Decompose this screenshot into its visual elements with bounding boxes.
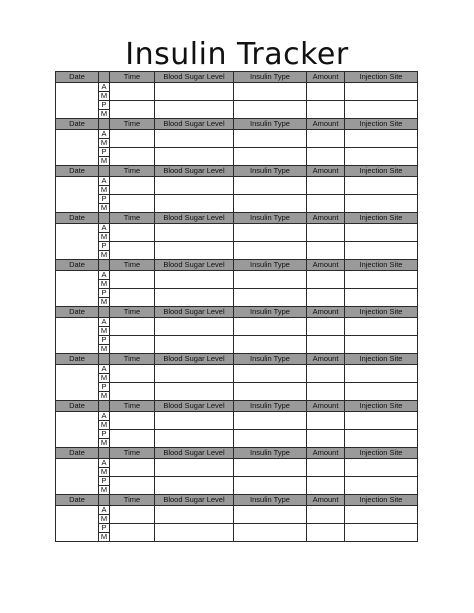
column-header-time: Time — [110, 72, 155, 83]
time-cell[interactable] — [110, 383, 155, 401]
column-header-amount: Amount — [307, 119, 345, 130]
entry-row — [56, 224, 418, 233]
header-row — [56, 448, 418, 459]
blood-sugar-cell[interactable] — [155, 430, 234, 448]
amount-cell[interactable] — [307, 506, 345, 524]
blood-sugar-cell[interactable] — [155, 101, 234, 119]
time-cell[interactable] — [110, 430, 155, 448]
period-letter: A — [99, 412, 110, 421]
insulin-type-cell[interactable] — [234, 383, 307, 401]
insulin-type-cell[interactable] — [234, 477, 307, 495]
insulin-type-cell[interactable] — [234, 336, 307, 354]
column-header-period — [99, 448, 110, 459]
column-header-blood-sugar: Blood Sugar Level — [155, 72, 234, 83]
column-header-date: Date — [56, 401, 99, 412]
insulin-type-cell[interactable] — [234, 412, 307, 430]
column-header-injection-site: Injection Site — [345, 260, 418, 271]
time-cell[interactable] — [110, 242, 155, 260]
blood-sugar-cell[interactable] — [155, 242, 234, 260]
insulin-type-cell[interactable] — [234, 459, 307, 477]
period-letter: A — [99, 459, 110, 468]
period-letter: P — [99, 524, 110, 533]
header-row — [56, 401, 418, 412]
insulin-type-cell[interactable] — [234, 101, 307, 119]
blood-sugar-cell[interactable] — [155, 177, 234, 195]
period-letter: M — [99, 515, 110, 524]
period-letter: P — [99, 336, 110, 345]
column-header-injection-site: Injection Site — [345, 401, 418, 412]
period-letter: P — [99, 101, 110, 110]
injection-site-cell[interactable] — [345, 477, 418, 495]
insulin-type-cell[interactable] — [234, 318, 307, 336]
column-header-injection-site: Injection Site — [345, 354, 418, 365]
period-letter: A — [99, 177, 110, 186]
column-header-time: Time — [110, 260, 155, 271]
column-header-date: Date — [56, 260, 99, 271]
column-header-amount: Amount — [307, 354, 345, 365]
time-cell[interactable] — [110, 318, 155, 336]
blood-sugar-cell[interactable] — [155, 318, 234, 336]
column-header-insulin-type: Insulin Type — [234, 354, 307, 365]
column-header-date: Date — [56, 72, 99, 83]
date-cell[interactable] — [56, 318, 99, 354]
entry-row — [56, 430, 418, 439]
column-header-blood-sugar: Blood Sugar Level — [155, 495, 234, 506]
column-header-injection-site: Injection Site — [345, 495, 418, 506]
column-header-insulin-type: Insulin Type — [234, 119, 307, 130]
injection-site-cell[interactable] — [345, 459, 418, 477]
page-title: Insulin Tracker — [125, 37, 349, 72]
period-letter: M — [99, 392, 110, 401]
period-letter: P — [99, 477, 110, 486]
insulin-type-cell[interactable] — [234, 524, 307, 542]
time-cell[interactable] — [110, 177, 155, 195]
period-letter: P — [99, 383, 110, 392]
date-cell[interactable] — [56, 365, 99, 401]
column-header-insulin-type: Insulin Type — [234, 213, 307, 224]
column-header-time: Time — [110, 119, 155, 130]
tracker-table — [55, 71, 418, 542]
column-header-blood-sugar: Blood Sugar Level — [155, 119, 234, 130]
column-header-time: Time — [110, 213, 155, 224]
injection-site-cell[interactable] — [345, 289, 418, 307]
blood-sugar-cell[interactable] — [155, 459, 234, 477]
column-header-date: Date — [56, 354, 99, 365]
blood-sugar-cell[interactable] — [155, 524, 234, 542]
time-cell[interactable] — [110, 524, 155, 542]
column-header-insulin-type: Insulin Type — [234, 260, 307, 271]
entry-row — [56, 177, 418, 186]
injection-site-cell[interactable] — [345, 83, 418, 101]
blood-sugar-cell[interactable] — [155, 130, 234, 148]
column-header-time: Time — [110, 166, 155, 177]
insulin-type-cell[interactable] — [234, 130, 307, 148]
amount-cell[interactable] — [307, 459, 345, 477]
date-cell[interactable] — [56, 130, 99, 166]
insulin-type-cell[interactable] — [234, 242, 307, 260]
injection-site-cell[interactable] — [345, 365, 418, 383]
column-header-insulin-type: Insulin Type — [234, 495, 307, 506]
insulin-type-cell[interactable] — [234, 148, 307, 166]
amount-cell[interactable] — [307, 477, 345, 495]
entry-row — [56, 83, 418, 92]
injection-site-cell[interactable] — [345, 430, 418, 448]
header-row — [56, 495, 418, 506]
header-row — [56, 213, 418, 224]
entry-row — [56, 459, 418, 468]
column-header-insulin-type: Insulin Type — [234, 166, 307, 177]
injection-site-cell[interactable] — [345, 148, 418, 166]
period-letter: A — [99, 271, 110, 280]
period-letter: A — [99, 130, 110, 139]
column-header-insulin-type: Insulin Type — [234, 448, 307, 459]
period-letter: M — [99, 345, 110, 354]
header-row — [56, 166, 418, 177]
blood-sugar-cell[interactable] — [155, 383, 234, 401]
injection-site-cell[interactable] — [345, 224, 418, 242]
period-letter: M — [99, 374, 110, 383]
period-letter: M — [99, 486, 110, 495]
column-header-blood-sugar: Blood Sugar Level — [155, 307, 234, 318]
insulin-type-cell[interactable] — [234, 506, 307, 524]
column-header-amount: Amount — [307, 260, 345, 271]
insulin-type-cell[interactable] — [234, 289, 307, 307]
time-cell[interactable] — [110, 101, 155, 119]
date-cell[interactable] — [56, 412, 99, 448]
period-letter: M — [99, 186, 110, 195]
injection-site-cell[interactable] — [345, 318, 418, 336]
column-header-insulin-type: Insulin Type — [234, 307, 307, 318]
injection-site-cell[interactable] — [345, 195, 418, 213]
column-header-blood-sugar: Blood Sugar Level — [155, 166, 234, 177]
column-header-date: Date — [56, 119, 99, 130]
entry-row — [56, 524, 418, 533]
amount-cell[interactable] — [307, 524, 345, 542]
amount-cell[interactable] — [307, 177, 345, 195]
header-row — [56, 119, 418, 130]
header-row — [56, 354, 418, 365]
injection-site-cell[interactable] — [345, 412, 418, 430]
time-cell[interactable] — [110, 224, 155, 242]
blood-sugar-cell[interactable] — [155, 412, 234, 430]
period-letter: A — [99, 318, 110, 327]
period-letter: M — [99, 110, 110, 119]
column-header-amount: Amount — [307, 307, 345, 318]
insulin-type-cell[interactable] — [234, 177, 307, 195]
column-header-blood-sugar: Blood Sugar Level — [155, 354, 234, 365]
header-row — [56, 307, 418, 318]
column-header-blood-sugar: Blood Sugar Level — [155, 260, 234, 271]
column-header-injection-site: Injection Site — [345, 72, 418, 83]
period-letter: A — [99, 506, 110, 515]
column-header-blood-sugar: Blood Sugar Level — [155, 448, 234, 459]
column-header-time: Time — [110, 307, 155, 318]
entry-row — [56, 477, 418, 486]
period-letter: P — [99, 430, 110, 439]
amount-cell[interactable] — [307, 242, 345, 260]
column-header-period — [99, 354, 110, 365]
amount-cell[interactable] — [307, 289, 345, 307]
blood-sugar-cell[interactable] — [155, 506, 234, 524]
time-cell[interactable] — [110, 477, 155, 495]
entry-row — [56, 242, 418, 251]
injection-site-cell[interactable] — [345, 177, 418, 195]
entry-row — [56, 130, 418, 139]
entry-row — [56, 101, 418, 110]
column-header-amount: Amount — [307, 495, 345, 506]
amount-cell[interactable] — [307, 195, 345, 213]
entry-row — [56, 383, 418, 392]
time-cell[interactable] — [110, 195, 155, 213]
column-header-period — [99, 307, 110, 318]
column-header-date: Date — [56, 166, 99, 177]
column-header-insulin-type: Insulin Type — [234, 72, 307, 83]
blood-sugar-cell[interactable] — [155, 271, 234, 289]
column-header-insulin-type: Insulin Type — [234, 401, 307, 412]
injection-site-cell[interactable] — [345, 524, 418, 542]
blood-sugar-cell[interactable] — [155, 477, 234, 495]
entry-row — [56, 289, 418, 298]
injection-site-cell[interactable] — [345, 242, 418, 260]
period-letter: P — [99, 289, 110, 298]
date-cell[interactable] — [56, 271, 99, 307]
period-letter: M — [99, 157, 110, 166]
column-header-time: Time — [110, 495, 155, 506]
column-header-injection-site: Injection Site — [345, 448, 418, 459]
column-header-amount: Amount — [307, 448, 345, 459]
amount-cell[interactable] — [307, 365, 345, 383]
period-letter: M — [99, 439, 110, 448]
period-letter: M — [99, 251, 110, 260]
amount-cell[interactable] — [307, 130, 345, 148]
date-cell[interactable] — [56, 83, 99, 119]
insulin-type-cell[interactable] — [234, 195, 307, 213]
amount-cell[interactable] — [307, 318, 345, 336]
tracker-body — [56, 72, 418, 542]
period-letter: M — [99, 298, 110, 307]
period-letter: M — [99, 327, 110, 336]
header-row — [56, 72, 418, 83]
period-letter: P — [99, 242, 110, 251]
injection-site-cell[interactable] — [345, 130, 418, 148]
column-header-amount: Amount — [307, 213, 345, 224]
amount-cell[interactable] — [307, 383, 345, 401]
date-cell[interactable] — [56, 459, 99, 495]
column-header-amount: Amount — [307, 72, 345, 83]
blood-sugar-cell[interactable] — [155, 224, 234, 242]
column-header-time: Time — [110, 354, 155, 365]
entry-row — [56, 271, 418, 280]
column-header-injection-site: Injection Site — [345, 166, 418, 177]
amount-cell[interactable] — [307, 412, 345, 430]
column-header-injection-site: Injection Site — [345, 307, 418, 318]
date-cell[interactable] — [56, 224, 99, 260]
period-letter: M — [99, 92, 110, 101]
column-header-blood-sugar: Blood Sugar Level — [155, 213, 234, 224]
column-header-period — [99, 166, 110, 177]
column-header-date: Date — [56, 307, 99, 318]
period-letter: M — [99, 139, 110, 148]
injection-site-cell[interactable] — [345, 383, 418, 401]
column-header-date: Date — [56, 448, 99, 459]
column-header-period — [99, 260, 110, 271]
insulin-type-cell[interactable] — [234, 271, 307, 289]
entry-row — [56, 412, 418, 421]
entry-row — [56, 195, 418, 204]
date-cell[interactable] — [56, 177, 99, 213]
period-letter: A — [99, 83, 110, 92]
time-cell[interactable] — [110, 289, 155, 307]
amount-cell[interactable] — [307, 336, 345, 354]
column-header-injection-site: Injection Site — [345, 119, 418, 130]
column-header-date: Date — [56, 213, 99, 224]
period-letter: M — [99, 204, 110, 213]
entry-row — [56, 365, 418, 374]
column-header-period — [99, 401, 110, 412]
amount-cell[interactable] — [307, 430, 345, 448]
time-cell[interactable] — [110, 130, 155, 148]
period-letter: P — [99, 148, 110, 157]
injection-site-cell[interactable] — [345, 101, 418, 119]
period-letter: M — [99, 533, 110, 542]
column-header-date: Date — [56, 495, 99, 506]
injection-site-cell[interactable] — [345, 271, 418, 289]
period-letter: M — [99, 280, 110, 289]
period-letter: M — [99, 421, 110, 430]
column-header-blood-sugar: Blood Sugar Level — [155, 401, 234, 412]
period-letter: P — [99, 195, 110, 204]
amount-cell[interactable] — [307, 271, 345, 289]
time-cell[interactable] — [110, 83, 155, 101]
column-header-time: Time — [110, 448, 155, 459]
insulin-type-cell[interactable] — [234, 83, 307, 101]
period-letter: A — [99, 224, 110, 233]
entry-row — [56, 148, 418, 157]
column-header-amount: Amount — [307, 401, 345, 412]
entry-row — [56, 336, 418, 345]
insulin-type-cell[interactable] — [234, 224, 307, 242]
column-header-time: Time — [110, 401, 155, 412]
amount-cell[interactable] — [307, 148, 345, 166]
time-cell[interactable] — [110, 365, 155, 383]
column-header-period — [99, 495, 110, 506]
period-letter: M — [99, 233, 110, 242]
amount-cell[interactable] — [307, 101, 345, 119]
amount-cell[interactable] — [307, 224, 345, 242]
entry-row — [56, 506, 418, 515]
injection-site-cell[interactable] — [345, 506, 418, 524]
column-header-injection-site: Injection Site — [345, 213, 418, 224]
column-header-amount: Amount — [307, 166, 345, 177]
blood-sugar-cell[interactable] — [155, 365, 234, 383]
period-letter: M — [99, 468, 110, 477]
entry-row — [56, 318, 418, 327]
blood-sugar-cell[interactable] — [155, 195, 234, 213]
column-header-period — [99, 72, 110, 83]
blood-sugar-cell[interactable] — [155, 148, 234, 166]
time-cell[interactable] — [110, 148, 155, 166]
insulin-type-cell[interactable] — [234, 365, 307, 383]
period-letter: A — [99, 365, 110, 374]
date-cell[interactable] — [56, 506, 99, 542]
time-cell[interactable] — [110, 271, 155, 289]
time-cell[interactable] — [110, 336, 155, 354]
header-row — [56, 260, 418, 271]
amount-cell[interactable] — [307, 83, 345, 101]
time-cell[interactable] — [110, 412, 155, 430]
time-cell[interactable] — [110, 506, 155, 524]
column-header-period — [99, 213, 110, 224]
insulin-type-cell[interactable] — [234, 430, 307, 448]
blood-sugar-cell[interactable] — [155, 83, 234, 101]
blood-sugar-cell[interactable] — [155, 289, 234, 307]
blood-sugar-cell[interactable] — [155, 336, 234, 354]
column-header-period — [99, 119, 110, 130]
time-cell[interactable] — [110, 459, 155, 477]
injection-site-cell[interactable] — [345, 336, 418, 354]
